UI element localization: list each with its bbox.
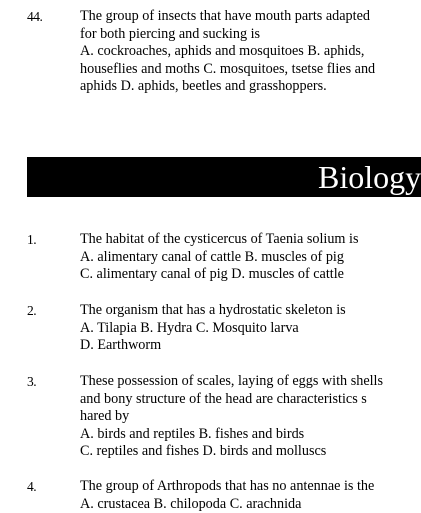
question-line: hared by [80,408,410,426]
answer-options-line: C. reptiles and fishes D. birds and molluscs [80,443,410,461]
answer-options-line: D. Earthworm [80,337,410,355]
question-number: 44. [27,8,42,26]
question-line: and bony structure of the head are characteristics s [80,391,410,409]
question-number: 2. [27,302,36,320]
question-text [80,478,410,513]
question-line: The group of insects that have mouth parts adapted [80,8,410,26]
answer-options-line: A. cockroaches, aphids and mosquitoes B. aphids, [80,43,410,61]
answer-options-line: C. alimentary canal of pig D. muscles of cattle [80,266,410,284]
section-title: Biology [318,157,421,197]
question-number: 1. [27,231,36,249]
answer-options-line: houseflies and moths C. mosquitoes, tsetse flies and [80,61,410,79]
question-text [80,373,410,461]
question-line: These possession of scales, laying of eggs with shells [80,373,410,391]
question-line: for both piercing and sucking is [80,26,410,44]
question-text [80,302,410,355]
question-line: The organism that has a hydrostatic skeleton is [80,302,410,320]
question-4 [0,478,421,508]
answer-options-line: A. crustacea B. chilopoda C. arachnida [80,496,410,513]
answer-options-line: A. birds and reptiles B. fishes and birds [80,426,410,444]
answer-options-line: aphids D. aphids, beetles and grasshoppers. [80,78,410,96]
question-line: The habitat of the cysticercus of Taenia solium is [80,231,410,249]
question-number: 3. [27,373,36,391]
answer-options-line: A. Tilapia B. Hydra C. Mosquito larva [80,320,410,338]
section-banner [27,157,421,197]
question-number: 4. [27,478,36,496]
question-line: The group of Arthropods that has no antennae is the [80,478,410,496]
question-text [80,231,410,284]
question-text [80,8,410,96]
answer-options-line: A. alimentary canal of cattle B. muscles of pig [80,249,410,267]
